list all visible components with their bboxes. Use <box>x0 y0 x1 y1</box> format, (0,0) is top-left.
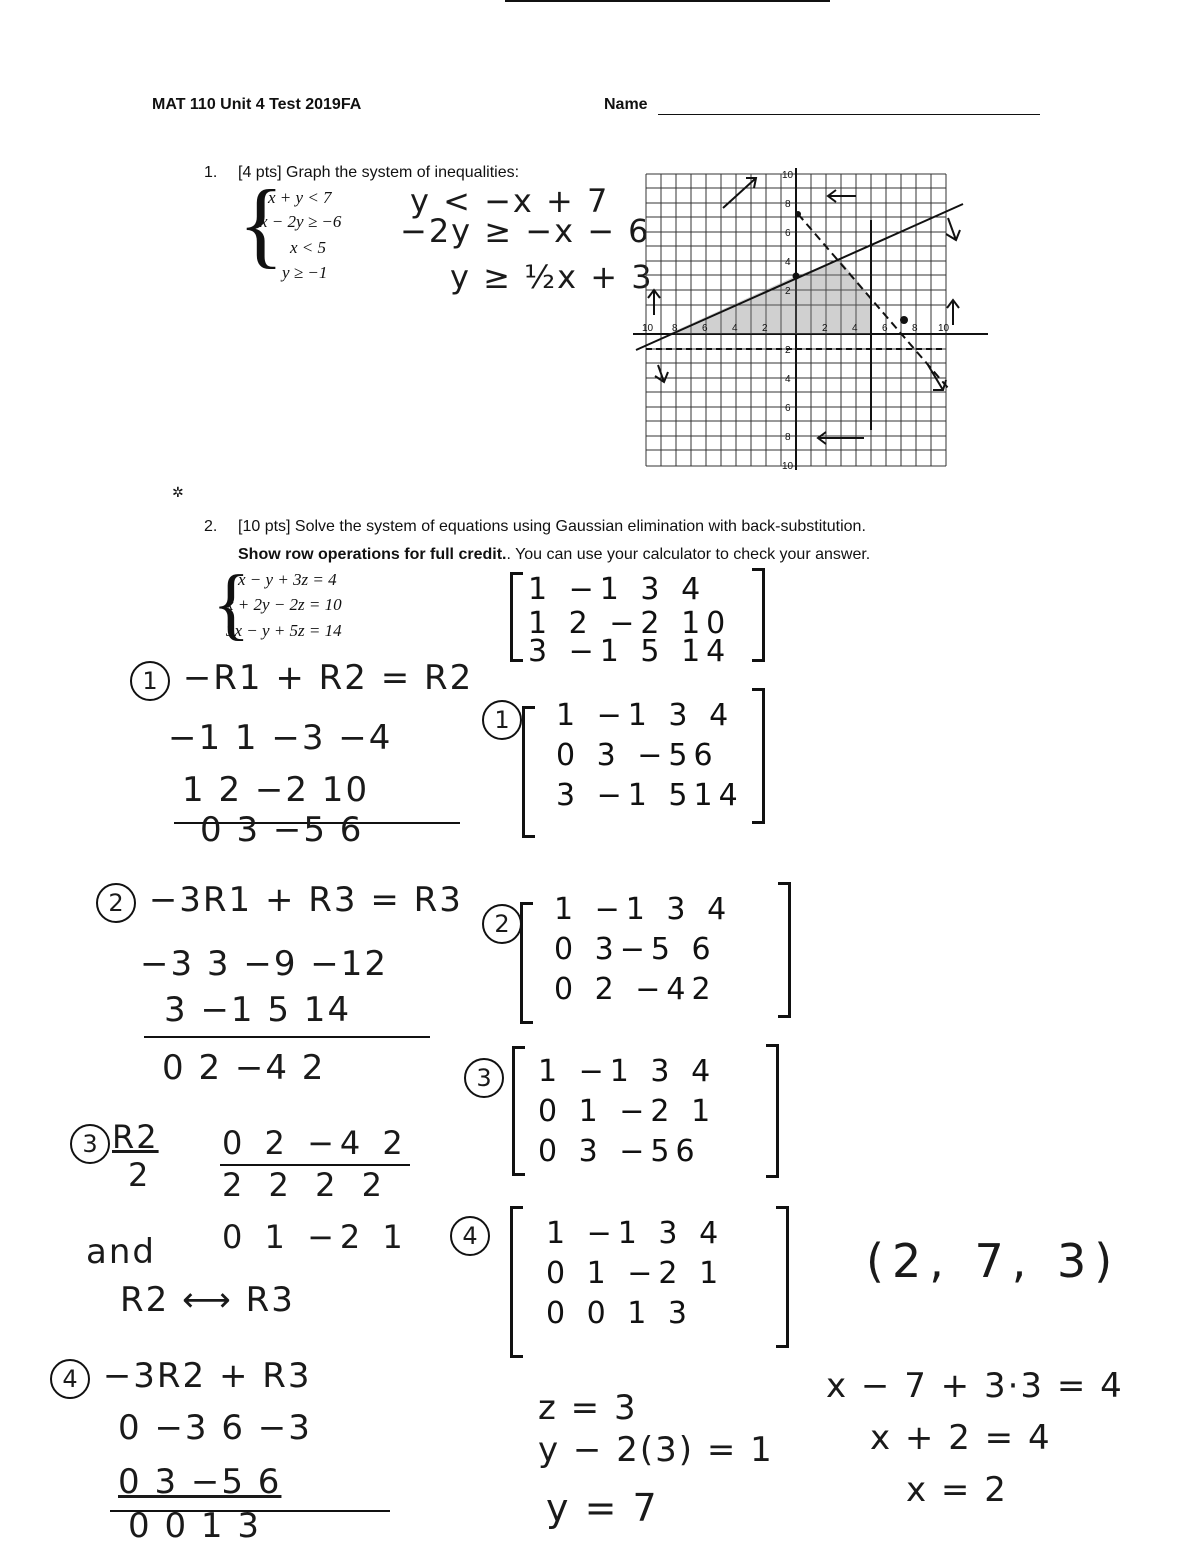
y-tick-label: 10 <box>782 170 794 181</box>
y-tick-label: 2 <box>785 286 791 297</box>
matrix0-left-bracket <box>510 572 523 662</box>
step3-and: and <box>86 1232 156 1272</box>
y-tick-label: 6 <box>785 228 791 239</box>
arrow-icon <box>648 290 660 315</box>
step3-fraction-denominators: 2 2 2 2 <box>222 1166 390 1204</box>
step2-sum-line <box>144 1036 430 1038</box>
step3-op-numerator: R2 <box>112 1118 159 1156</box>
arrow-icon <box>828 190 856 202</box>
x-tick-label: 4 <box>732 323 738 334</box>
system1-eq4: y ≥ −1 <box>282 263 328 282</box>
matrix2-right-bracket <box>778 882 791 1018</box>
matrix-row: 1 −1 3 4 <box>538 1054 717 1089</box>
problem2-instruction <box>238 546 870 564</box>
x-tick-label: 10 <box>642 323 654 334</box>
matrix4-left-bracket <box>510 1206 523 1358</box>
problem2-number: 2. <box>204 518 218 535</box>
y-tick-label: 2 <box>785 345 791 356</box>
step1-row-a: −1 1 −3 −4 <box>168 718 393 758</box>
matrix3-left-bracket <box>512 1046 525 1176</box>
back-sub-x-eq: x − 7 + 3·3 = 4 <box>826 1366 1124 1406</box>
matrix-row: 1 −1 3 4 <box>528 572 707 607</box>
x-tick-label: 8 <box>912 323 918 334</box>
step4-row-a: 0 −3 6 −3 <box>118 1408 312 1448</box>
instruction-rest: . You can use your calculator to check your answer. <box>506 546 871 563</box>
matrix-row: 1 2 −2 10 <box>528 606 732 641</box>
x-tick-label: 4 <box>852 323 858 334</box>
stray-mark: ✲ <box>172 484 184 500</box>
y-tick-label: 4 <box>785 257 791 268</box>
top-edge-line <box>505 0 830 2</box>
matrix-row: 0 2 −42 <box>554 972 717 1007</box>
system1-eq1: x + y < 7 <box>268 188 332 207</box>
augmented-matrix-0 <box>528 570 732 669</box>
matrix-row: 0 0 1 3 <box>546 1296 694 1331</box>
x-tick-label: 2 <box>762 323 768 334</box>
matrix2-left-bracket <box>520 902 533 1024</box>
x-tick-label: 6 <box>702 323 708 334</box>
arrow-icon <box>946 218 960 240</box>
augmented-matrix-3 <box>538 1052 716 1172</box>
system2-eq2: x + 2y − 2z = 10 <box>226 595 342 614</box>
matrix1-right-bracket <box>752 688 765 824</box>
arrow-icon <box>947 300 959 325</box>
inequality-graph <box>628 160 998 476</box>
system2-brace: { <box>212 560 251 648</box>
matrix3-right-bracket <box>766 1044 779 1178</box>
y-tick-label: 8 <box>785 432 791 443</box>
step3-result-row: 0 1 −2 1 <box>222 1218 409 1256</box>
name-field-line <box>658 114 1040 115</box>
augmented-matrix-2 <box>554 890 732 1010</box>
back-sub-z: z = 3 <box>538 1388 638 1428</box>
step1-row-b: 1 2 −2 10 <box>182 770 370 810</box>
matrix0-right-bracket <box>752 568 765 662</box>
y-tick-label: 10 <box>782 461 794 472</box>
step4-row-b: 0 3 −5 6 <box>118 1462 282 1502</box>
back-sub-x-simplified: x + 2 = 4 <box>870 1418 1052 1458</box>
name-label: Name <box>604 96 648 113</box>
system1-brace: { <box>238 170 285 277</box>
intercept-point <box>795 211 801 217</box>
matrix1-left-bracket <box>522 706 535 838</box>
step4-row-result: 0 0 1 3 <box>128 1506 261 1546</box>
matrix-row: 0 1 −2 1 <box>546 1256 725 1291</box>
step-label: 1 <box>130 661 170 701</box>
back-sub-y-eq: y − 2(3) = 1 <box>538 1430 774 1470</box>
matrix2-label: 2 <box>482 904 522 944</box>
x-tick-label: 10 <box>938 323 950 334</box>
work1-line1: y < −x + 7 <box>410 182 610 220</box>
matrix-row: 0 3 −56 <box>556 738 719 773</box>
x-tick-label: 2 <box>822 323 828 334</box>
matrix-row: 3 −1 5 14 <box>528 634 732 669</box>
matrix-row: 0 1 −2 1 <box>538 1094 717 1129</box>
y-tick-label: 6 <box>785 403 791 414</box>
step-label: 4 <box>50 1359 90 1399</box>
work1-line2: −2y ≥ −x − 6 <box>400 212 651 250</box>
matrix-row: 0 3 −56 <box>538 1134 701 1169</box>
y-tick-label: 4 <box>785 374 791 385</box>
system2-eq1: x − y + 3z = 4 <box>238 570 337 589</box>
problem2-prompt: [10 pts] Solve the system of equations using Gaussian elimination with back-substitution. <box>238 518 866 535</box>
step3-label: 3 <box>70 1124 110 1164</box>
problem1-number: 1. <box>204 164 218 181</box>
matrix1-label: 1 <box>482 700 522 740</box>
matrix4-right-bracket <box>776 1206 789 1348</box>
x-tick-label: 6 <box>882 323 888 334</box>
system1-eq2: x − 2y ≥ −6 <box>260 212 342 231</box>
matrix-row: 0 3−5 6 <box>554 932 717 967</box>
matrix-row: 1 −1 3 4 <box>554 892 733 927</box>
matrix-row: 1 −1 3 4 <box>546 1216 725 1251</box>
back-sub-x: x = 2 <box>906 1470 1008 1510</box>
instruction-bold: Show row operations for full credit. <box>238 546 507 563</box>
x-tick-label: 8 <box>672 323 678 334</box>
matrix4-label: 4 <box>450 1216 490 1256</box>
matrix-row: 3 −1 514 <box>556 778 744 813</box>
matrix-row: 1 −1 3 4 <box>556 698 735 733</box>
y-tick-label: 8 <box>785 199 791 210</box>
final-answer: (2, 7, 3) <box>866 1234 1121 1288</box>
step3-op-denominator: 2 <box>128 1156 151 1194</box>
system1-eq3: x < 5 <box>290 238 327 257</box>
augmented-matrix-1 <box>556 696 744 816</box>
step2-operation: 2 −3R1 + R3 = R3 <box>96 880 463 923</box>
step2-row-result: 0 2 −4 2 <box>162 1048 326 1088</box>
work1-line3: y ≥ ½x + 3 <box>450 258 654 296</box>
augmented-matrix-4 <box>546 1214 724 1334</box>
intercept-point <box>793 273 800 280</box>
step3-swap: R2 ⟷ R3 <box>120 1280 295 1320</box>
step-label: 2 <box>96 883 136 923</box>
course-title: MAT 110 Unit 4 Test 2019FA <box>152 96 362 113</box>
step4-operation: 4 −3R2 + R3 <box>50 1356 312 1399</box>
matrix3-label: 3 <box>464 1058 504 1098</box>
back-sub-y: y = 7 <box>546 1486 659 1530</box>
step1-operation: 1 −R1 + R2 = R2 <box>130 658 473 701</box>
step2-row-a: −3 3 −9 −12 <box>140 944 389 984</box>
step1-row-result: 0 3 −5 6 <box>200 810 364 850</box>
step2-row-b: 3 −1 5 14 <box>164 990 352 1030</box>
problem1-prompt: [4 pts] Graph the system of inequalities: <box>238 164 520 181</box>
intercept-point <box>900 316 908 324</box>
step3-fraction-numerators: 0 2 −4 2 <box>222 1124 409 1162</box>
system2-eq3: 3x − y + 5z = 14 <box>226 621 342 640</box>
